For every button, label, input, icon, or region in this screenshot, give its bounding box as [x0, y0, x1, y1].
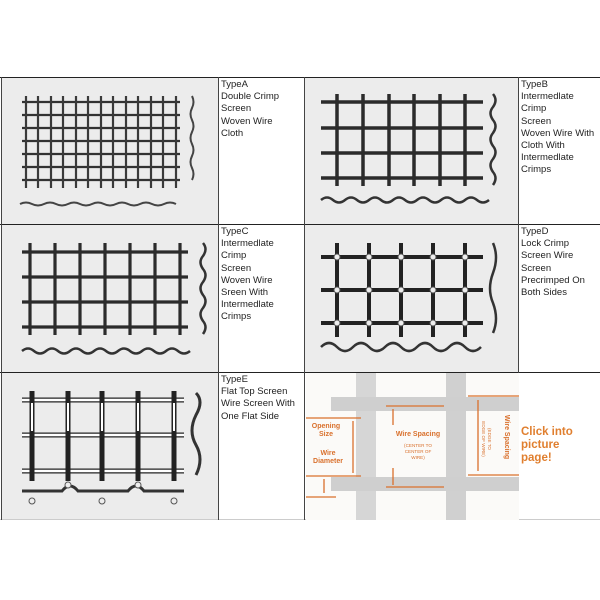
- wire-spacing-diagram[interactable]: [306, 373, 519, 520]
- wire-spacing-center-label: Wire Spacing: [395, 431, 441, 438]
- label-line: EDGE OF WIRE): [481, 421, 486, 457]
- wire-spacing-edge-label: Wire Spacing: [503, 414, 510, 460]
- description-line: Sreen With: [221, 287, 268, 299]
- wire-diameter-label: [308, 450, 348, 466]
- description-line: Wire Screen With: [221, 398, 295, 410]
- label-line: Size: [318, 431, 333, 438]
- intermediate-crimp-mesh-icon: [2, 225, 218, 372]
- label-line: (EDGE TO: [487, 427, 492, 451]
- intermediate-crimp-mesh-icon: [305, 78, 518, 224]
- cta-line: picture: [521, 439, 560, 451]
- description-line: Crimp: [221, 250, 247, 262]
- type-b-mesh-image[interactable]: [305, 78, 518, 224]
- description-line: Screen: [521, 115, 552, 127]
- label-line: CENTER OF: [404, 449, 432, 454]
- description-line: Intermedlate: [521, 91, 574, 103]
- opening-size-label: [308, 423, 344, 439]
- wire-spacing-edge-note: [480, 409, 492, 469]
- type-a-description: [219, 78, 305, 140]
- label-line: Diameter: [313, 458, 343, 465]
- description-line: Woven Wire With: [521, 127, 595, 139]
- description-line: Cloth With: [521, 140, 565, 152]
- type-label: TypeD: [521, 226, 549, 237]
- description-line: One Flat Side: [221, 410, 280, 422]
- description-line: Crimps: [521, 164, 552, 176]
- description-line: Both Sides: [521, 287, 567, 299]
- description-line: Screen: [221, 262, 252, 274]
- cta-line: page!: [521, 452, 552, 464]
- lock-crimp-mesh-icon: [305, 225, 518, 372]
- description-line: Precrimped On: [521, 274, 585, 286]
- click-into-picture-link[interactable]: [521, 426, 596, 465]
- type-label: TypeB: [521, 79, 548, 90]
- description-line: Intermedlate: [221, 299, 274, 311]
- description-line: Intermedlate: [521, 152, 574, 164]
- type-e-description: [219, 373, 305, 423]
- type-d-mesh-image[interactable]: [305, 225, 518, 372]
- type-c-description: [219, 225, 305, 324]
- description-line: Screen: [521, 262, 552, 274]
- wire-spacing-center-note: [394, 443, 442, 461]
- type-b-description: [519, 78, 600, 177]
- description-line: Screen: [221, 103, 252, 115]
- description-line: Lock Crimp: [521, 238, 570, 250]
- type-c-mesh-image[interactable]: [2, 225, 218, 372]
- label-line: Opening: [311, 423, 341, 430]
- description-line: Double Crimp: [221, 91, 280, 103]
- description-line: Woven Wire: [221, 115, 273, 127]
- type-label: TypeE: [221, 374, 248, 385]
- description-line: Cloth: [221, 127, 244, 139]
- double-crimp-mesh-icon: [2, 78, 218, 224]
- type-e-mesh-image[interactable]: [2, 373, 218, 519]
- description-line: Intermedlate: [221, 238, 274, 250]
- type-label: TypeC: [221, 226, 249, 237]
- label-line: Wire: [320, 450, 336, 457]
- description-line: Woven Wire: [221, 274, 273, 286]
- type-d-description: [519, 225, 600, 299]
- label-line: (CENTER TO: [404, 443, 432, 448]
- description-line: Flat Top Screen: [221, 386, 288, 398]
- cta-line: Click into: [521, 426, 573, 438]
- description-line: Crimp: [521, 103, 547, 115]
- description-line: Screen Wire: [521, 250, 574, 262]
- description-line: Crimps: [221, 311, 252, 323]
- label-line: WIRE): [411, 455, 425, 460]
- flat-top-mesh-icon: [2, 373, 218, 519]
- type-a-mesh-image[interactable]: [2, 78, 218, 224]
- type-label: TypeA: [221, 79, 248, 90]
